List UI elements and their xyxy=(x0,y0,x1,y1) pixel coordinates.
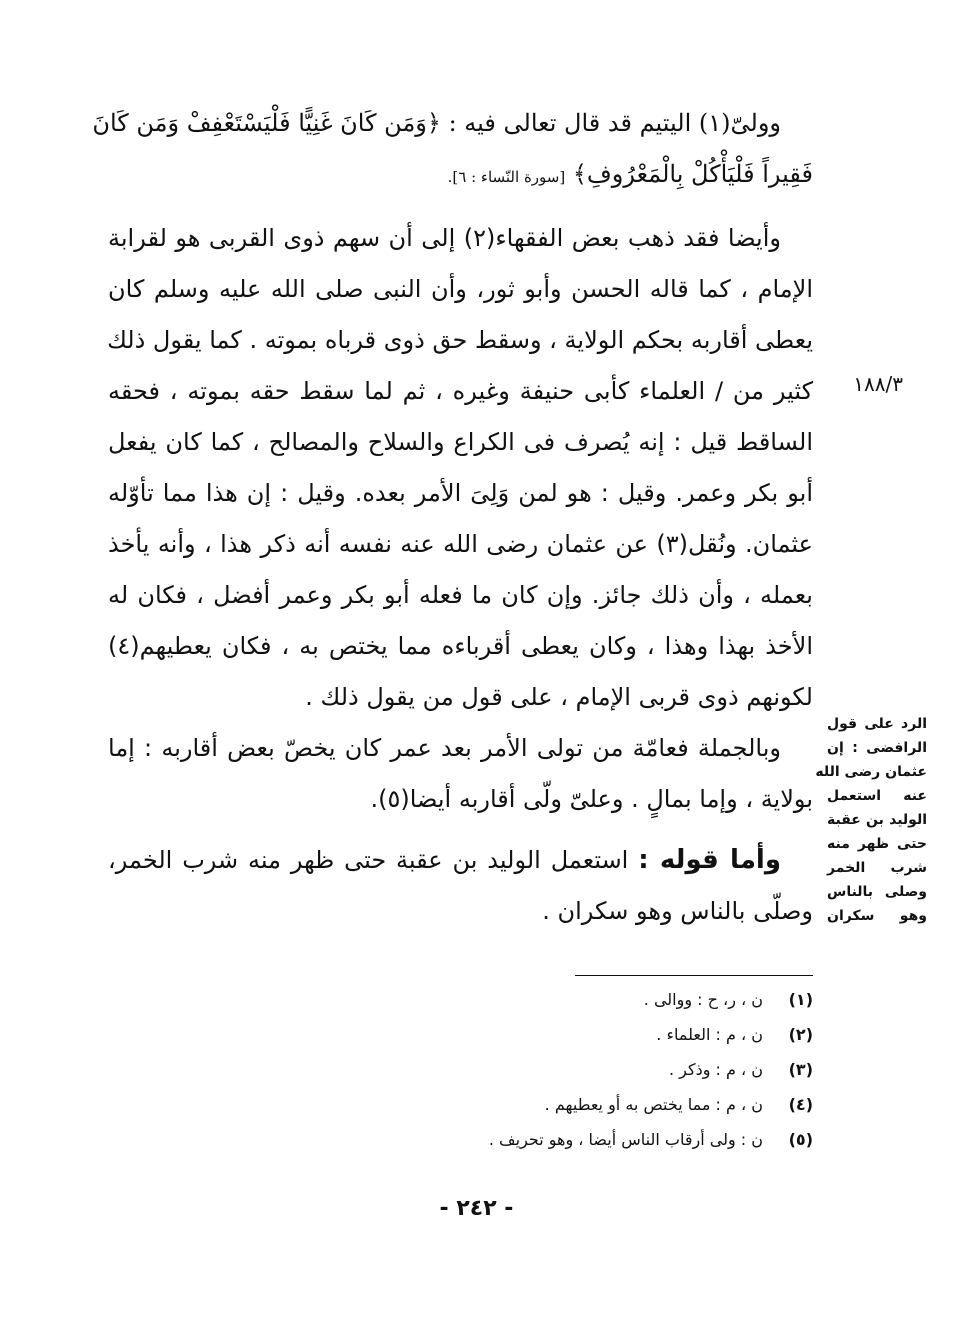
surah-reference: [سورة النّساء : ٦]. xyxy=(447,168,566,186)
margin-note-line: وصلى بالناس xyxy=(827,884,927,900)
footnote-text: ن ، ر، ح : ووالى . xyxy=(643,990,763,1009)
margin-note-line: الرافضى : إن xyxy=(827,740,927,756)
margin-note-line: الوليد بن عقبة xyxy=(827,812,927,828)
text-line: وولىّ(١) اليتيم قد قال تعالى فيه : ﴿وَمَن كَانَ غَنِيًّا فَلْيَسْتَعْفِفْ وَمَن كَانَ xyxy=(92,109,781,137)
footnote xyxy=(313,982,813,1017)
page-number: - ٢٤٢ - xyxy=(439,1196,514,1221)
main-text-body xyxy=(92,98,813,937)
footnote xyxy=(313,1052,813,1087)
footnote xyxy=(313,1087,813,1122)
footnote-number: (٢) xyxy=(788,1025,813,1044)
text-line: عثمان. ونُقل(٣) عن عثمان رضى الله عنه نفسه أنه ذكر هذا ، وأنه يأخذ xyxy=(108,530,813,558)
text-line: بعمله ، وأن ذلك جائز. وإن كان ما فعله أبو بكر وعمر أفضل ، فكان له xyxy=(108,581,813,609)
text-line: الساقط قيل : إنه يُصرف فى الكراع والسلاح والمصالح ، كما كان يفعل xyxy=(108,428,813,456)
text-line: الإمام ، كما قاله الحسن وأبو ثور، وأن النبى صلى الله عليه وسلم كان xyxy=(108,275,813,303)
footnote-separator xyxy=(575,975,813,976)
text-line: لكونهم ذوى قربى الإمام ، على قول من يقول ذلك . xyxy=(305,683,813,711)
original-page-reference: ١٨٨/٣ xyxy=(853,372,903,396)
margin-note-line: شرب الخمر xyxy=(827,860,927,876)
margin-note-line: وهو سكران xyxy=(827,908,927,924)
text-line: وأيضا فقد ذهب بعض الفقهاء(٢) إلى أن سهم ذوى القربى هو لقرابة xyxy=(108,224,781,252)
footnote-number: (١) xyxy=(788,990,813,1009)
footnotes xyxy=(313,982,813,1157)
text-line: وبالجملة فعامّة من تولى الأمر بعد عمر كان يخصّ بعض أقاربه : إما xyxy=(108,734,781,762)
footnote xyxy=(313,1122,813,1157)
text-line: أبو بكر وعمر. وقيل : هو لمن وَلِىَ الأمر بعده. وقيل : إن هذا مما تأوّله xyxy=(108,479,813,507)
quran-verse-end: فَقِيراً فَلْيَأْكُلْ بِالْمَعْرُوفِ﴾ xyxy=(572,160,813,188)
footnote-text: ن ، م : العلماء . xyxy=(656,1025,763,1044)
footnote-text: ن ، م : مما يختص به أو يعطيهم . xyxy=(544,1095,763,1114)
paragraph-4 xyxy=(108,835,813,937)
text-line xyxy=(108,835,813,886)
margin-note-line: عثمان رضى الله xyxy=(815,764,927,780)
margin-note xyxy=(815,712,927,928)
text-line: بولاية ، وإما بمالٍ . وعلىّ ولّى أقاربه أيضا(٥). xyxy=(370,785,813,813)
text-line: وصلّى بالناس وهو سكران . xyxy=(542,897,813,925)
footnote xyxy=(313,1017,813,1052)
text-line: كثير من / العلماء كأبى حنيفة وغيره ، ثم لما سقط حقه بموته ، فحقه xyxy=(108,377,813,405)
footnote-number: (٥) xyxy=(788,1130,813,1149)
margin-note-line: الرد على قول xyxy=(827,716,927,732)
text-line: يعطى أقاربه بحكم الولاية ، وسقط حق ذوى قرباه بموته . كما يقول ذلك xyxy=(107,326,813,354)
section-lead: وأما قوله : xyxy=(638,845,781,875)
margin-note-line: حتى ظهر منه xyxy=(827,836,927,852)
text-line xyxy=(108,149,813,203)
section-lead-rest: استعمل الوليد بن عقبة حتى ظهر منه شرب الخمر، xyxy=(108,846,629,874)
footnote-number: (٣) xyxy=(788,1060,813,1079)
paragraph-1 xyxy=(92,98,813,203)
footnote-number: (٤) xyxy=(788,1095,813,1114)
text-line: الأخذ بهذا وهذا ، وكان يعطى أقرباءه مما يختص به ، فكان يعطيهم(٤) xyxy=(108,632,813,660)
paragraph-2 xyxy=(108,213,813,723)
margin-note-line: عنه استعمل xyxy=(827,788,927,804)
footnote-text: ن : ولى أرقاب الناس أيضا ، وهو تحريف . xyxy=(488,1130,763,1149)
footnote-text: ن ، م : وذكر . xyxy=(668,1060,763,1079)
paragraph-3 xyxy=(108,723,813,825)
